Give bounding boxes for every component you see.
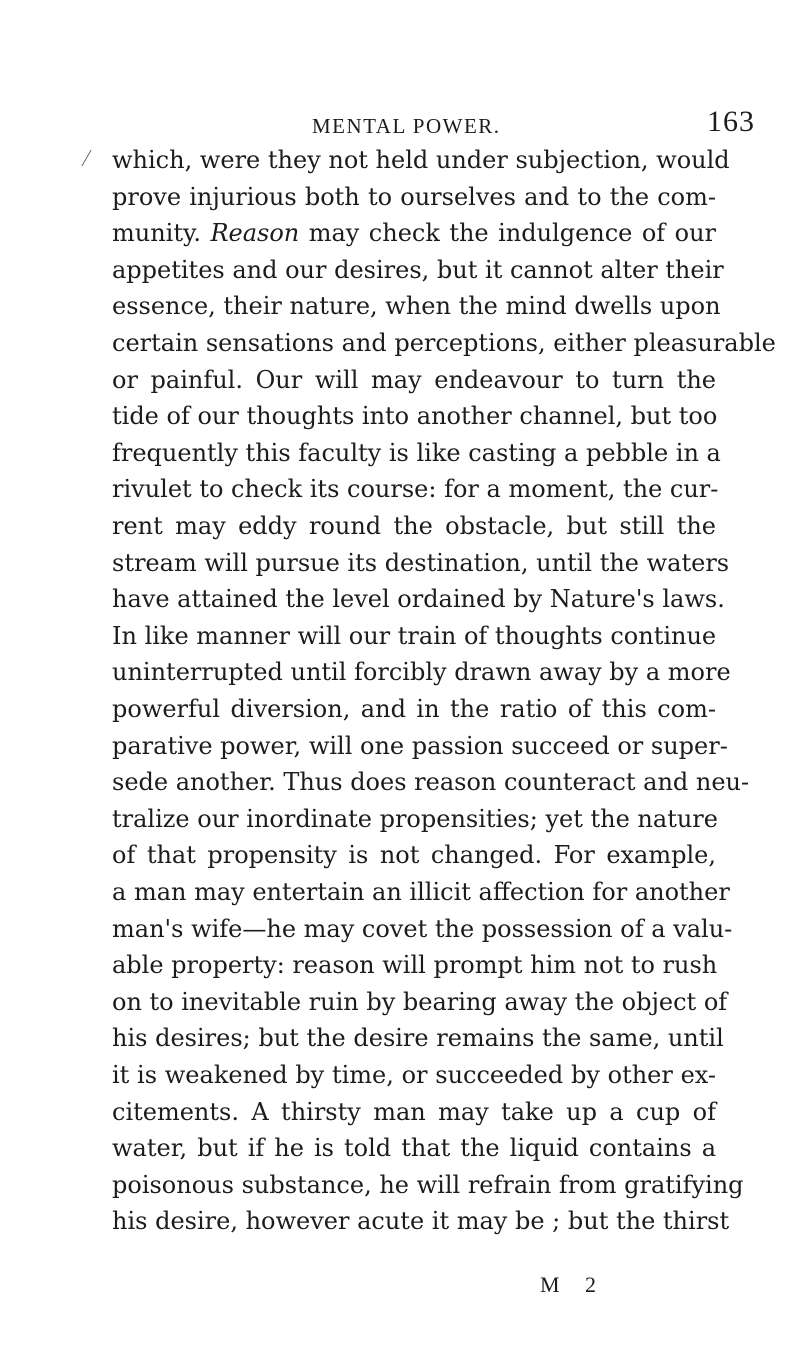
- text-line: on to inevitable ruin by bearing away the object of: [112, 987, 728, 1016]
- text-line: essence, their nature, when the mind dwells upon: [112, 292, 721, 321]
- signature-mark: M 2: [540, 1272, 607, 1297]
- text-line: powerful diversion, and in the ratio of this com-: [112, 695, 716, 723]
- text-line: have attained the level ordained by Nature's laws.: [112, 585, 725, 614]
- text-line: a man may entertain an illicit affection for another: [112, 878, 730, 906]
- text-line: man's wife—he may covet the possession of a valu-: [112, 914, 733, 943]
- text-line: tide of our thoughts into another channel, but too: [112, 402, 718, 431]
- text-line: of that propensity is not changed. For example,: [112, 841, 716, 870]
- text-line: prove injurious both to ourselves and to the com-: [112, 182, 716, 211]
- text-line: sede another. Thus does reason counteract and neu-: [112, 768, 750, 797]
- text-line: which, were they not held under subjection, would: [112, 146, 730, 174]
- text-line: stream will pursue its destination, until the waters: [112, 548, 730, 577]
- text-line: rent may eddy round the obstacle, but still the: [112, 512, 716, 540]
- text-line: frequently this faculty is like casting a pebble in a: [112, 438, 721, 467]
- text-line: his desire, however acute it may be ; but the thirst: [112, 1207, 730, 1236]
- text-line: certain sensations and perceptions, either pleasurable: [112, 329, 776, 357]
- text-line: able property: reason will prompt him not to rush: [112, 951, 718, 980]
- text-line: his desires; but the desire remains the same, until: [112, 1024, 724, 1053]
- margin-mark: [81, 150, 99, 166]
- text-line: uninterrupted until forcibly drawn away by a more: [112, 658, 731, 687]
- page-number: 163: [707, 105, 755, 138]
- text-line: munity. Reason may check the indulgence of our: [112, 219, 717, 248]
- text-line: poisonous substance, he will refrain from gratifying: [112, 1170, 744, 1199]
- running-title: MENTAL POWER.: [312, 114, 501, 138]
- text-line: rivulet to check its course: for a moment, the cur-: [112, 475, 719, 504]
- text-line: appetites and our desires, but it cannot alter their: [112, 255, 724, 284]
- text-line: In like manner will our train of thoughts continue: [112, 621, 717, 650]
- text-line: parative power, will one passion succeed or super-: [112, 731, 728, 760]
- text-line: or painful. Our will may endeavour to turn the: [112, 365, 716, 394]
- emphasis: Reason: [210, 219, 300, 248]
- text-line: citements. A thirsty man may take up a cup of: [112, 1097, 716, 1126]
- text-line: water, but if he is told that the liquid contains a: [112, 1134, 716, 1163]
- text-line: tralize our inordinate propensities; yet the nature: [112, 804, 718, 833]
- text-line: it is weakened by time, or succeeded by other ex-: [112, 1061, 716, 1089]
